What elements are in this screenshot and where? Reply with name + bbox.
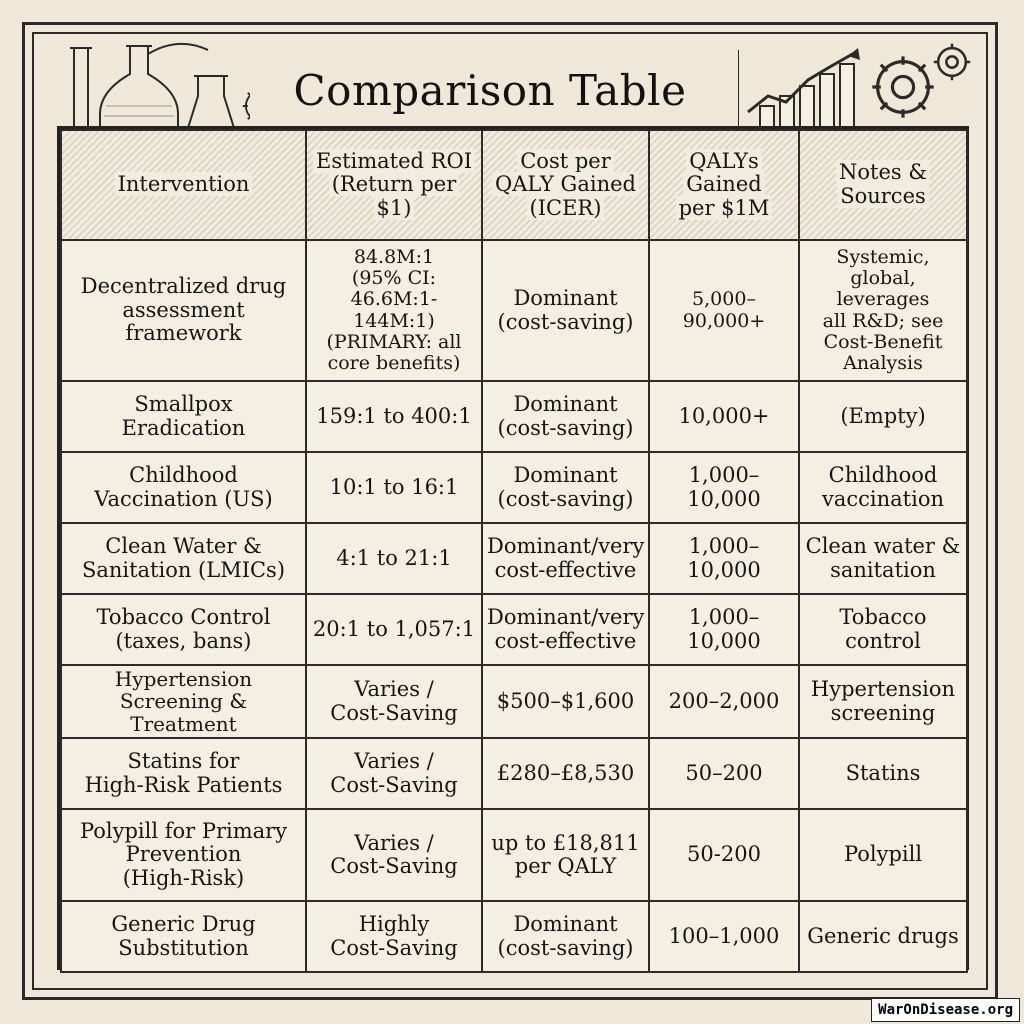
lab-glassware-illustration [38, 36, 248, 128]
cell-qalys: 1,000–10,000 [649, 594, 799, 665]
comparison-table-container [57, 126, 969, 970]
bar-chart-illustration [738, 46, 868, 128]
cell-roi: Varies / Cost-Saving [306, 665, 482, 738]
cell-icer: Dominant (cost-saving) [482, 240, 649, 381]
cell-icer: Dominant (cost-saving) [482, 452, 649, 523]
table-row [61, 381, 967, 452]
table-row [61, 901, 967, 972]
cell-intervention: Generic Drug Substitution [61, 901, 306, 972]
cell-notes: Childhood vaccination [799, 452, 967, 523]
table-row [61, 809, 967, 901]
cell-icer: Dominant/very cost-effective [482, 523, 649, 594]
cell-qalys: 10,000+ [649, 381, 799, 452]
cell-intervention: Clean Water & Sanitation (LMICs) [61, 523, 306, 594]
cell-icer: up to £18,811 per QALY [482, 809, 649, 901]
cell-roi: 20:1 to 1,057:1 [306, 594, 482, 665]
cell-qalys: 1,000–10,000 [649, 523, 799, 594]
column-header-intervention: Intervention [61, 130, 306, 240]
cell-intervention: Smallpox Eradication [61, 381, 306, 452]
cell-roi: Highly Cost-Saving [306, 901, 482, 972]
table-row [61, 523, 967, 594]
cell-roi: 84.8M:1 (95% CI: 46.6M:1-144M:1) (PRIMARY: all core benefits) [306, 240, 482, 381]
cell-icer: $500–$1,600 [482, 665, 649, 738]
cell-roi: 159:1 to 400:1 [306, 381, 482, 452]
site-watermark: WarOnDisease.org [871, 998, 1020, 1022]
column-header-notes: Notes & Sources [799, 130, 967, 240]
cell-notes: Systemic, global, leverages all R&D; see Cost-Benefit Analysis [799, 240, 967, 381]
cell-notes: (Empty) [799, 381, 967, 452]
cell-notes: Tobacco control [799, 594, 967, 665]
column-header-roi: Estimated ROI (Return per $1) [306, 130, 482, 240]
table-row [61, 738, 967, 809]
column-header-icer: Cost per QALY Gained (ICER) [482, 130, 649, 240]
cell-intervention: Statins for High-Risk Patients [61, 738, 306, 809]
cell-icer: Dominant/very cost-effective [482, 594, 649, 665]
cell-qalys: 100–1,000 [649, 901, 799, 972]
page-title: Comparison Table [293, 65, 687, 115]
gear-icon [930, 40, 974, 84]
cell-qalys: 50-200 [649, 809, 799, 901]
cell-roi: Varies / Cost-Saving [306, 738, 482, 809]
cell-icer: Dominant (cost-saving) [482, 381, 649, 452]
cell-notes: Polypill [799, 809, 967, 901]
column-header-qalys: QALYs Gained per $1M [649, 130, 799, 240]
cell-intervention: Decentralized drug assessment framework [61, 240, 306, 381]
cell-notes: Statins [799, 738, 967, 809]
cell-notes: Generic drugs [799, 901, 967, 972]
cell-roi: 10:1 to 16:1 [306, 452, 482, 523]
cell-qalys: 50–200 [649, 738, 799, 809]
cell-intervention: Childhood Vaccination (US) [61, 452, 306, 523]
cell-intervention: Polypill for Primary Prevention (High-Risk) [61, 809, 306, 901]
cell-qalys: 200–2,000 [649, 665, 799, 738]
table-row [61, 594, 967, 665]
table-row [61, 665, 967, 738]
table-header-row [61, 130, 967, 240]
title-plate [250, 52, 730, 128]
table-row [61, 240, 967, 381]
cell-qalys: 5,000–90,000+ [649, 240, 799, 381]
cell-intervention: Hypertension Screening & Treatment [61, 665, 306, 738]
table-row [61, 452, 967, 523]
cell-notes: Hypertension screening [799, 665, 967, 738]
comparison-table [60, 129, 968, 973]
cell-roi: Varies / Cost-Saving [306, 809, 482, 901]
gear-icon [866, 50, 940, 124]
cell-qalys: 1,000–10,000 [649, 452, 799, 523]
cell-roi: 4:1 to 21:1 [306, 523, 482, 594]
cell-icer: Dominant (cost-saving) [482, 901, 649, 972]
cell-intervention: Tobacco Control (taxes, bans) [61, 594, 306, 665]
cell-notes: Clean water & sanitation [799, 523, 967, 594]
cell-icer: £280–£8,530 [482, 738, 649, 809]
